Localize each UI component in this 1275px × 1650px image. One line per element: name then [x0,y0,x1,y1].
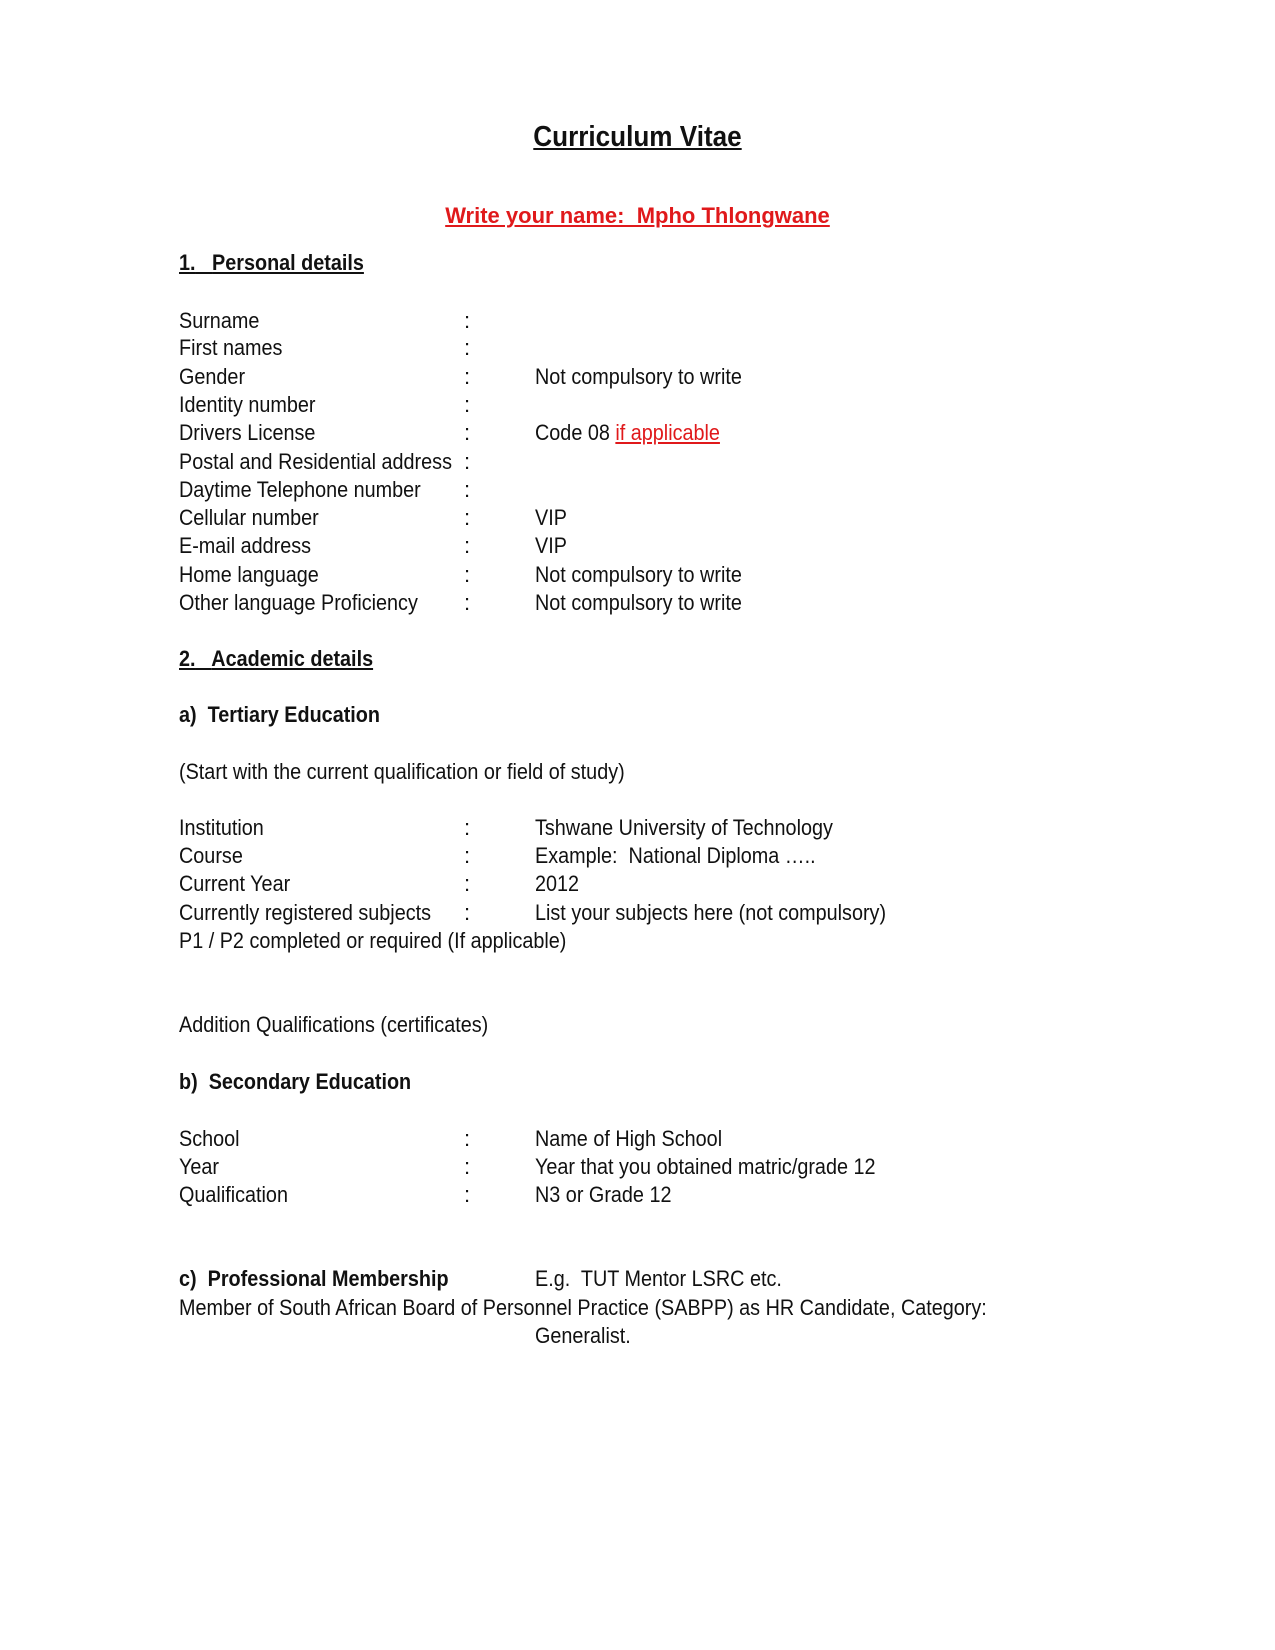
field-colon: : [464,871,471,896]
field-value: Not compulsory to write [535,590,742,615]
subsection-marker: b) [179,1069,198,1094]
subsection-title: Professional Membership [207,1266,449,1291]
field-label: Surname [179,308,260,333]
field-label: Institution [179,815,264,840]
field-label: Postal and Residential address [179,449,452,474]
academic-details-heading [179,648,373,670]
field-value: Example: National Diploma ….. [535,843,816,868]
field-value: VIP [535,505,567,530]
field-colon: : [464,364,471,389]
field-colon: : [464,562,471,587]
secondary-education-heading [179,1071,411,1093]
section-number: 1. [179,250,196,275]
membership-line: Member of South African Board of Personnel Practice (SABPP) as HR Candidate, Category: [179,1295,987,1320]
field-colon: : [464,815,471,840]
subsection-title: Secondary Education [208,1069,412,1094]
field-colon: : [464,308,471,333]
name-line: Write your name: Mpho Thlongwane [445,203,830,228]
field-label: Daytime Telephone number [179,477,421,502]
field-value: Year that you obtained matric/grade 12 [535,1154,876,1179]
field-colon: : [464,420,471,445]
field-value [535,422,720,444]
section-title: Personal details [212,250,364,275]
field-colon: : [464,590,471,615]
field-label: Drivers License [179,420,316,445]
field-colon: : [464,843,471,868]
professional-membership-heading [179,1268,449,1290]
field-value: N3 or Grade 12 [535,1182,672,1207]
section-number: 2. [179,646,196,671]
field-label: Year [179,1154,220,1179]
field-label: E-mail address [179,533,312,558]
field-label: Current Year [179,871,291,896]
field-colon: : [464,1126,471,1151]
tertiary-education-heading [179,704,380,726]
field-label: Course [179,843,243,868]
subsection-marker: c) [179,1266,197,1291]
field-value: VIP [535,533,567,558]
if-applicable-link[interactable]: if applicable [615,420,720,445]
field-label: Home language [179,562,319,587]
field-label: Cellular number [179,505,319,530]
additional-qualifications: Addition Qualifications (certificates) [179,1012,489,1037]
field-value: List your subjects here (not compulsory) [535,900,887,925]
field-colon: : [464,449,471,474]
license-code: Code 08 [535,420,616,445]
section-title: Academic details [211,646,374,671]
field-value: Not compulsory to write [535,364,742,389]
field-colon: : [464,1154,471,1179]
personal-details-heading [179,252,364,274]
field-colon: : [464,477,471,502]
field-label: Other language Proficiency [179,590,418,615]
field-colon: : [464,1182,471,1207]
field-colon: : [464,392,471,417]
field-label: Currently registered subjects [179,900,432,925]
field-value: Tshwane University of Technology [535,815,833,840]
field-label: Qualification [179,1182,288,1207]
membership-line-continued: Generalist. [535,1323,631,1348]
field-value: Name of High School [535,1126,723,1151]
field-label: First names [179,335,283,360]
field-colon: : [464,900,471,925]
field-value: 2012 [535,871,580,896]
subsection-title: Tertiary Education [207,702,380,727]
field-label: School [179,1126,240,1151]
field-label: Identity number [179,392,316,417]
field-colon: : [464,335,471,360]
document-title: Curriculum Vitae [533,121,742,153]
field-value: Not compulsory to write [535,562,742,587]
field-label: Gender [179,364,246,389]
p1-p2-line: P1 / P2 completed or required (If applicable) [179,928,567,953]
field-colon: : [464,533,471,558]
field-colon: : [464,505,471,530]
tertiary-note: (Start with the current qualification or field of study) [179,759,625,784]
membership-example: E.g. TUT Mentor LSRC etc. [535,1266,782,1291]
subsection-marker: a) [179,702,197,727]
